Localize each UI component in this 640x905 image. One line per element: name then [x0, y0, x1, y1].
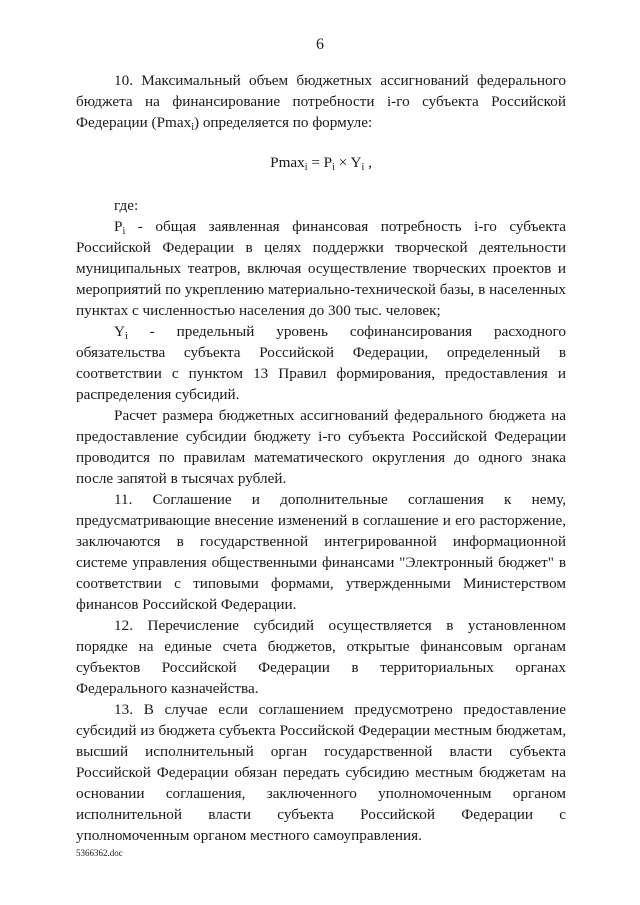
where-label: где:: [114, 197, 139, 214]
formula: $Pmax_i = P_i \times Y_i$ ,: [270, 154, 372, 173]
file-name-footer: 5366362.doc: [76, 848, 123, 858]
document-body: [76, 70, 566, 846]
paragraph-13: 13. В случае если соглашением предусмотрено предоставление субсидий из бюджета субъекта Российской Федерации местным бюджетам, высший исполнительный орган государственной власти субъекта Российской Федерации обязан передать субсидию местным бюджетам на основании соглашения, заключенного уполномоченным органом исполнительной власти субъекта Российской Федерации с уполномоченным органом местного самоуправления.: [76, 701, 566, 844]
paragraph-12: 12. Перечисление субсидий осуществляется в установленном порядке на единые счета бюджетов, открытые финансовым органам субъектов Российской Федерации в территориальных органах Федерального казначейства.: [76, 617, 566, 697]
definition-p: $P_i$ - общая заявленная финансовая потребность i-го субъекта Российской Федерации в целях поддержки творческой деятельности муниципальных театров, включая осуществление творческих проектов и мероприятий по укреплению материально-технической базы, в населенных пунктах с численностью населения до 300 тыс. человек;: [76, 218, 566, 319]
paragraph-11: 11. Соглашение и дополнительные соглашения к нему, предусматривающие внесение изменений в соглашение и его расторжение, заключаются в государственной интегрированной информационной системе управления общественными финансами "Электронный бюджет" в соответствии с типовыми формами, утвержденными Министерством финансов Российской Федерации.: [76, 491, 566, 613]
page-number: 6: [316, 36, 324, 53]
definition-y: $Y_i$ - предельный уровень софинансирования расходного обязательства субъекта Российской Федерации, определенный в соответствии с пунктом 13 Правил формирования, предоставления и распределения субсидий.: [76, 323, 566, 403]
paragraph-rounding: Расчет размера бюджетных ассигнований федерального бюджета на предоставление субсидии бюджету i-го субъекта Российской Федерации проводится по правилам математического округления до одного знака после запятой в тысячах рублей.: [76, 407, 566, 487]
paragraph-10: 10. Максимальный объем бюджетных ассигнований федерального бюджета на финансирование потребности i-го субъекта Российской Федерации (Pmax$_i$) определяется по формуле:: [76, 72, 566, 133]
